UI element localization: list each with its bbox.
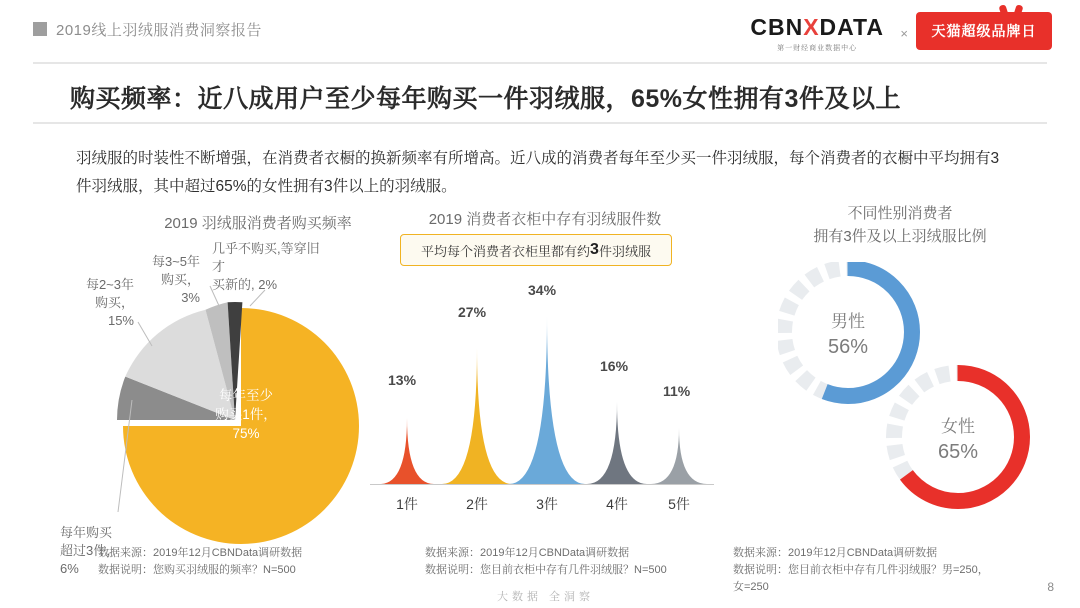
source-note-pie	[98, 545, 302, 579]
tmall-logo-text: 天猫超级品牌日	[931, 23, 1037, 39]
title-divider-bottom	[33, 122, 1047, 124]
pie-chart-title: 2019 羽绒服消费者购买频率	[164, 215, 352, 232]
source-note-spike	[425, 545, 667, 579]
pie-label-every-3-5-years-value: 3%	[181, 290, 200, 305]
source-note-pie-line1: 数据来源：2019年12月CBNData调研数据	[98, 547, 303, 559]
pie-label-yearly-value: 75%	[232, 426, 260, 441]
page-title: 购买频率：近八成用户至少每年购买一件羽绒服，65%女性拥有3件及以上	[70, 85, 901, 113]
pie-label-more-than-3-line1: 每年购买	[60, 525, 113, 540]
source-note-spike-line1: 数据来源：2019年12月CBNData调研数据	[425, 547, 630, 559]
average-count-banner	[400, 234, 672, 266]
pie-leader-line-c	[138, 322, 152, 346]
pie-label-every-2-3-years-value: 15%	[107, 313, 134, 328]
spike-bar-4	[587, 402, 647, 484]
pie-label-every-3-5-years-line2: 购买，	[160, 272, 200, 287]
spike-bar-3	[509, 316, 585, 484]
footer-slogan: 大数据 全洞察	[497, 591, 595, 603]
pie-label-yearly-line2: 购买1件，	[215, 407, 277, 422]
intro-paragraph: 羽绒服的时装性不断增强，在消费者衣橱的换新频率有所增高。近八成的消费者每年至少买一件羽绒服，每个消费者的衣橱中平均拥有3件羽绒服，其中超过65%的女性拥有3件以上的羽绒服。	[76, 150, 1000, 195]
source-note-donut-line3: 女=250	[733, 581, 769, 593]
source-note-donut-line2: 数据说明：您目前衣柜中存有几件羽绒服？男=250，	[733, 564, 989, 576]
pie-label-more-than-3-value: 6%	[60, 561, 79, 576]
pie-label-rarely-buy-line1: 几乎不购买,等穿旧才	[212, 241, 320, 274]
spike-value-4: 16%	[600, 358, 629, 374]
source-note-donut	[733, 545, 989, 596]
logo-separator-x: ×	[900, 26, 908, 41]
pie-label-every-3-5-years	[138, 253, 200, 307]
banner-prefix: 平均每个消费者衣柜里都有约	[421, 243, 591, 259]
female-donut-label	[908, 415, 1008, 465]
spike-bar-5	[651, 428, 707, 484]
donut-chart-title	[770, 202, 1030, 248]
page-number: 8	[1047, 580, 1054, 594]
report-title: 2019线上羽绒服消费洞察报告	[56, 22, 262, 39]
spike-value-1: 13%	[388, 372, 417, 388]
page-header	[0, 0, 1080, 62]
donut-title-line1: 不同性别消费者	[847, 205, 953, 222]
cbndata-logo-left: CBN	[750, 14, 804, 40]
spike-bar-1	[380, 418, 434, 484]
cbndata-logo-subtitle: 第一财经商业数据中心	[777, 45, 858, 52]
cbndata-logo-x: X	[803, 14, 820, 40]
female-label-text: 女性	[941, 417, 975, 436]
source-note-donut-line1: 数据来源：2019年12月CBNData调研数据	[733, 547, 938, 559]
spike-value-2: 27%	[458, 304, 487, 320]
header-marker-square	[33, 22, 47, 36]
closet-count-spike-chart	[365, 268, 725, 488]
pie-label-yearly-at-least-1	[206, 386, 286, 443]
cbndata-logo-right: DATA	[819, 14, 884, 40]
title-divider-top	[33, 62, 1047, 64]
donut-title-line2: 拥有3件及以上羽绒服比例	[813, 228, 987, 245]
banner-highlight: 3	[590, 241, 599, 258]
spike-category-2: 2件	[466, 496, 488, 512]
pie-label-every-2-3-years-line1: 每2~3年	[85, 277, 134, 292]
female-label-value: 65%	[937, 441, 979, 463]
source-note-spike-line2: 数据说明：您目前衣柜中存有几件羽绒服？N=500	[425, 564, 667, 576]
pie-label-every-2-3-years	[72, 276, 134, 330]
tmall-superbrandday-logo	[916, 12, 1052, 50]
cbndata-logo-text	[750, 14, 884, 41]
gender-donut-charts	[778, 262, 1048, 532]
male-label-value: 56%	[827, 336, 869, 358]
pie-label-rarely-buy	[212, 240, 332, 294]
spike-chart-axis	[370, 484, 714, 485]
cbndata-logo	[750, 14, 884, 53]
spike-value-3: 34%	[528, 282, 557, 298]
pie-label-every-2-3-years-line2: 购买，	[94, 295, 134, 310]
spike-value-5: 11%	[663, 383, 691, 399]
banner-suffix: 件羽绒服	[598, 243, 651, 259]
male-label-text: 男性	[831, 312, 865, 331]
spike-bar-2	[442, 348, 512, 484]
spike-category-5: 5件	[668, 496, 690, 512]
pie-label-more-than-3-line2: 超过3件，	[60, 543, 120, 558]
male-donut-label	[798, 310, 898, 360]
pie-label-yearly-line1: 每年至少	[219, 388, 273, 403]
spike-category-1: 1件	[396, 496, 418, 512]
spike-category-4: 4件	[606, 496, 628, 512]
spike-category-3: 3件	[536, 496, 558, 512]
triangle-chart-title: 2019 消费者衣柜中存有羽绒服件数	[428, 211, 662, 228]
pie-label-every-3-5-years-line1: 每3~5年	[151, 254, 200, 269]
source-note-pie-line2: 数据说明：您购买羽绒服的频率？N=500	[98, 564, 296, 576]
pie-label-rarely-buy-line2: 买新的, 2%	[212, 277, 278, 292]
